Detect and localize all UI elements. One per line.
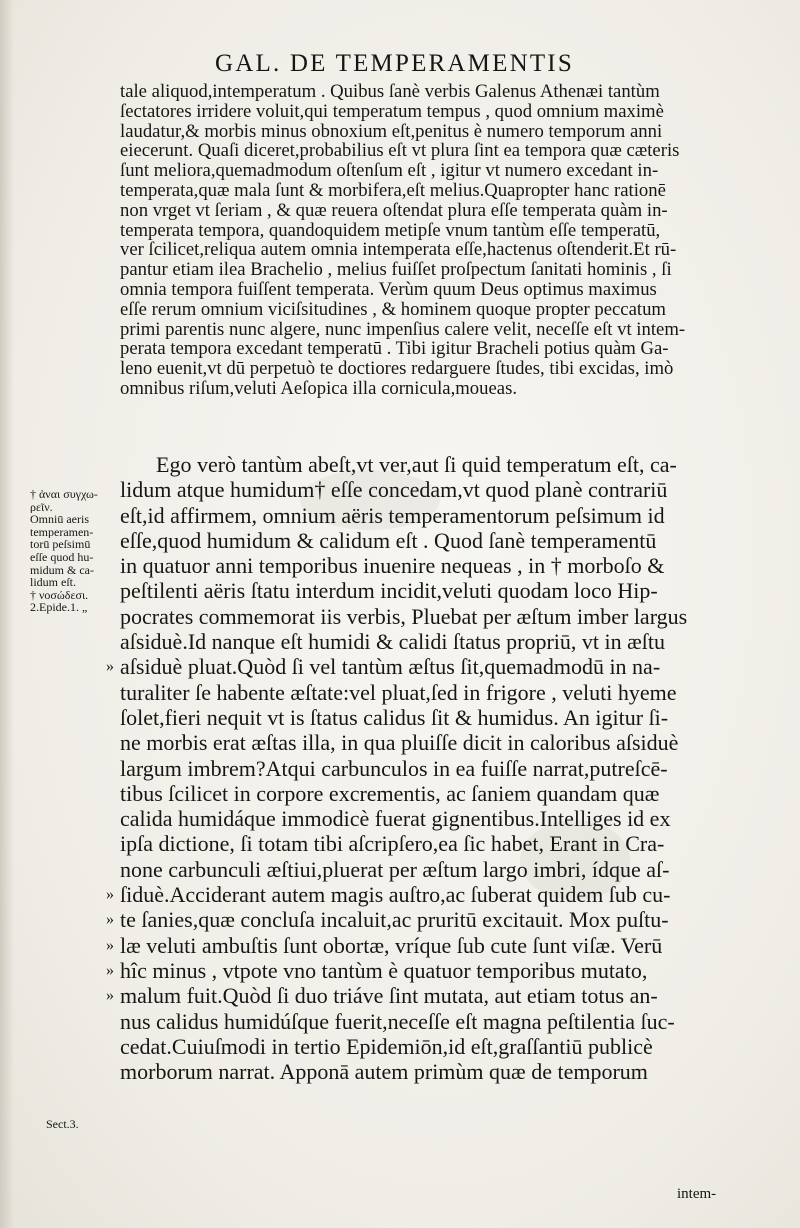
text-line: temperata,quæ mala ſunt & morbifera,eſt melius.Quapropter hanc rationē <box>120 180 666 201</box>
quotation-marks-group-2 <box>106 882 120 1008</box>
margin-note-line: ρεῖν. <box>30 500 53 514</box>
quotation-mark: » <box>106 961 114 979</box>
text-line: eſt,id affirmem, omnium aëris temperamentorum peſsimum id <box>120 502 665 528</box>
text-line: omnibus riſum,veluti Aeſopica illa cornicula,moueas. <box>120 378 518 399</box>
text-line: tale aliquod,intemperatum . Quibus ſanè verbis Galenus Athenæi tantùm <box>120 82 660 102</box>
margin-note-line: † ἀναι συγχω- <box>30 488 98 501</box>
margin-note-line: Omniū aeris <box>30 513 89 526</box>
page-gutter-shadow <box>0 0 14 1228</box>
text-line: pocrates commemorat iis verbis, Pluebat per æſtum imber largus <box>120 603 688 629</box>
text-line: turaliter ſe habente æſtate:vel pluat,ſed in frigore , veluti hyeme <box>120 679 677 705</box>
text-line: eſſe rerum omnium viciſsitudines , & hominem quoque propter peccatum <box>120 299 666 320</box>
text-line: ſolet,fieri nequit vt is ſtatus calidus ſit & humidus. An igitur ſi- <box>120 704 669 730</box>
text-line: aſsiduè.Id nanque eſt humidi & calidi ſtatus propriū, vt in æſtu <box>120 629 666 655</box>
text-line: perata tempora excedant temperatū . Tibi igitur Bracheli potius quàm Ga- <box>120 339 669 360</box>
text-line: temperata tempora, quandoquidem metipſe vnum tantùm eſſe temperatū, <box>120 220 661 241</box>
text-line: leno euenit,vt dū perpetuò te doctiores redarguere ſtudes, tibi excidas, imò <box>120 359 674 379</box>
text-line: ſiduè.Acciderant autem magis auſtro,ac ſuberat quidem ſub cu- <box>120 882 671 908</box>
text-line: hîc minus , vtpote vno tantùm è quatuor temporibus mutato, <box>120 957 648 983</box>
margin-notes <box>30 488 122 614</box>
margin-note-line: 2.Epide.1. „ <box>30 601 88 614</box>
text-line: lidum atque humidum† eſſe concedam,vt quod planè contrariū <box>120 477 668 503</box>
text-line: laudatur,& morbis minus obnoxium eſt,penitus è numero temporum anni <box>120 121 663 142</box>
text-line: ipſa dictione, ſi totam tibi aſcripſero,ea ſic habet, Erant in Cra- <box>120 831 665 857</box>
text-line: morborum narrat. Apponā autem primùm quæ de temporum <box>120 1059 648 1085</box>
margin-note-line: lidum eſt. <box>30 576 76 589</box>
quotation-mark: » <box>106 886 114 903</box>
text-line: ver ſcilicet,reliqua autem omnia intemperata eſſe,hactenus oſtenderit.Et rū- <box>120 240 677 261</box>
catchword: intem- <box>677 1186 717 1202</box>
margin-note-line: temperamen- <box>30 525 94 539</box>
text-line: tibus ſcilicet in corpore excrementis, ac ſaniem quandam quæ <box>120 780 660 806</box>
quotation-mark: » <box>106 936 114 954</box>
text-line: ſectatores irridere voluit,qui temperatum tempus , quod omnium maximè <box>120 101 664 122</box>
margin-note-line: torū peſsimū <box>30 538 91 551</box>
text-line: calida humidáque immodicè fuerat gignentibus.Intelliges id ex <box>120 806 671 832</box>
text-line: eſſe,quod humidum & calidum eſt . Quod ſanè temperamentū <box>120 527 657 553</box>
quotation-mark: » <box>106 658 114 675</box>
text-line: in quatuor anni temporibus inuenire nequeas , in † morboſo & <box>120 553 665 579</box>
text-line: te ſanies,quæ concluſa incaluit,ac pruritū excitauit. Mox puſtu- <box>120 907 669 933</box>
text-line: aſsiduè pluat.Quòd ſi vel tantùm æſtus ſit,quemadmodū in na- <box>120 654 661 680</box>
quotation-mark: » <box>106 987 114 1005</box>
paragraph-main <box>120 452 745 1084</box>
text-line: nus calidus humidúſque fuerit,neceſſe eſt magna peſtilentia ſuc- <box>120 1008 675 1034</box>
text-line: Ego verò tantùm abeſt,vt ver,aut ſi quid temperatum eſt, ca- <box>156 452 677 477</box>
text-line: malum fuit.Quòd ſi duo triáve ſint mutata, aut etiam totus an- <box>120 983 658 1009</box>
section-reference: Sect.3. <box>46 1117 79 1131</box>
text-line: pantur etiam ilea Brachelio , melius fuiſſet proſpectum ſanitati hominis , ſi <box>120 260 672 280</box>
text-line: læ veluti ambuſtis ſunt obortæ, vríque ſub cute ſunt viſæ. Verū <box>120 932 663 958</box>
quotation-marks-group-1 <box>106 654 120 679</box>
text-line: peſtilenti aëris ſtatu interdum incidit,veluti quodam loco Hip- <box>120 578 658 604</box>
text-line: omnia tempora fuiſſent temperata. Verùm quum Deus optimus maximus <box>120 279 657 300</box>
text-line: eiecerunt. Quaſi diceret,probabilius eſt vt plura ſint ea tempora quæ cæteris <box>120 141 680 162</box>
running-head: GAL. DE TEMPERAMENTIS <box>215 50 574 77</box>
margin-note-line: midum & ca- <box>30 563 94 577</box>
margin-note-line: † νοσώδεσι. <box>30 588 89 602</box>
text-line: largum imbrem?Atqui carbunculos in ea fuiſſe narrat,putreſcē- <box>120 755 668 781</box>
text-line: none carbunculi æſtiui,pluerat per æſtum largo imbri, ídque aſ- <box>120 856 670 882</box>
quotation-mark: » <box>106 911 114 929</box>
text-line: non vrget vt ſeriam , & quæ reuera oſtendat plura eſſe temperata quàm in- <box>120 200 668 221</box>
text-line: ne morbis erat æſtas illa, in qua pluiſſe dicit in caloribus aſsiduè <box>120 730 679 756</box>
paragraph-top <box>120 82 740 399</box>
margin-note-line: eſſe quod hu- <box>30 550 94 564</box>
text-line: cedat.Cuiuſmodi in tertio Epidemiōn,id eſt,graſſantiū publicè <box>120 1033 653 1059</box>
text-line: primi parentis nunc algere, nunc impenſius calere velit, neceſſe eſt vt intem- <box>120 319 686 340</box>
text-line: ſunt meliora,quemadmodum oſtenſum eſt , igitur vt numero excedant in- <box>120 161 659 181</box>
